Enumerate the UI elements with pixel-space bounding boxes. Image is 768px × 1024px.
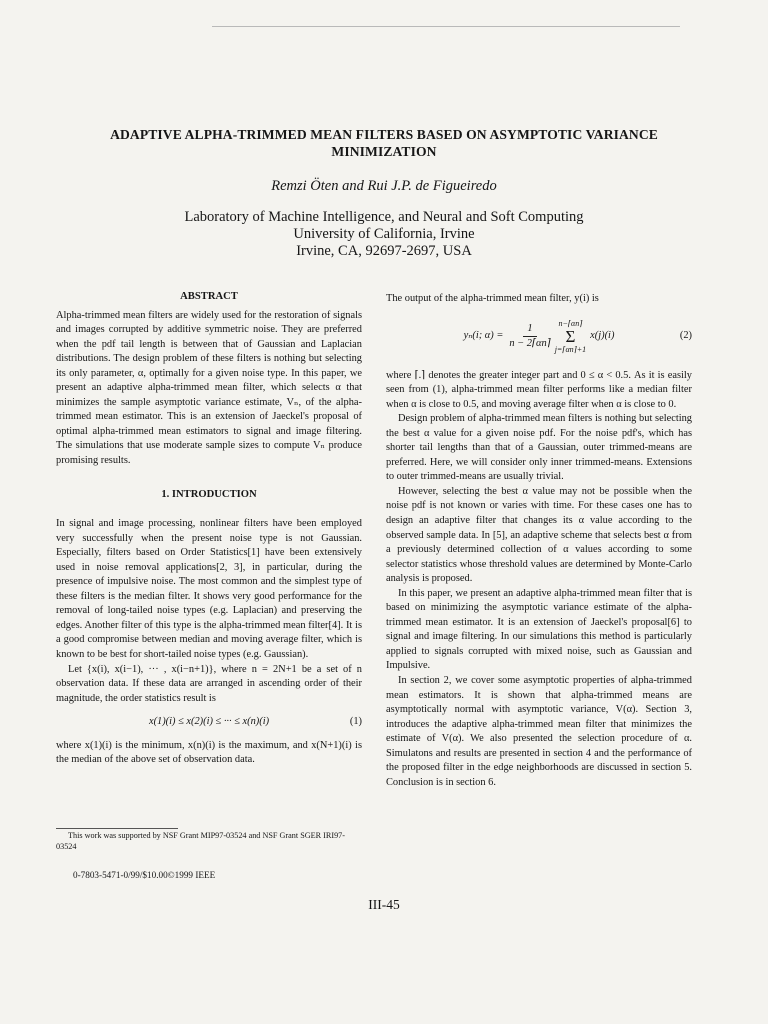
right-paragraph-4: In this paper, we present an adaptive alpha-trimmed mean filter that is based on minimizing the asymptotic variance estimate of the alpha-trimmed mean estimator. It is an extension of Jaeckel's proposal[6] to signal and image filtering. In our simulations this method is particularly applied to signals corrupted with mixed noise, such as Gaussian and Impulsive. [386,587,692,672]
isbn-line: 0-7803-5471-0/99/$10.00©1999 IEEE [73,870,216,880]
equation-2-fraction [509,322,550,352]
equation-2-numerator: 1 [523,322,536,338]
summation-sign: Σ [565,327,576,347]
right-paragraph-1: where ⌈.⌉ denotes the greater integer part and 0 ≤ α < 0.5. As it is easily seen from (1), alpha-trimmed mean filter performs like a median filter when α is close to 0.5, and moving average filter when α is close to 0. [386,369,692,410]
abstract-text: Alpha-trimmed mean filters are widely used for the restoration of signals and images corrupted by additive symmetric noise. They are preferred when the pdf tail length is between that of Gaussian and Laplacian distributions. The design problem of these filters is nothing but selecting its only parameter, α, optimally for a given noise type. In this paper, we present an adaptive alpha-trimmed mean filter, which selects α that minimizes the sample asymptotic variance estimate, Vₙ, of the alpha-trimmed mean estimator. This is an extension of Jaeckel's proposal of optimal alpha-trimmed mean estimators to signal and image filtering. The simulations that use moderate sample sizes to compute Vₙ produce promising results. [56,309,362,467]
paper-title: ADAPTIVE ALPHA-TRIMMED MEAN FILTERS BASED ON ASYMPTOTIC VARIANCE MINIMIZATION [110,127,658,159]
affiliation-university: University of California, Irvine [293,226,475,242]
right-paragraph-3: However, selecting the best α value may not be possible when the noise pdf is not known or varies with time. For these cases one has to design an adaptive filter that changes its α value according to the observed sample data. In [5], an adaptive scheme that selects best α from a previously determined collection of α values according to some selector statistics whose threshold values are determined by Monte-Carlo analysis is proposed. [386,485,692,585]
right-column [386,292,692,790]
affiliation-lab: Laboratory of Machine Intelligence, and Neural and Soft Computing [184,209,584,225]
equation-2-term: x(j)(i) [590,330,615,342]
intro-paragraph-1: In signal and image processing, nonlinear filters have been employed very successfully when the present noise type is not Gaussian. Especially, filters based on Order Statistics[1] have been extensively used in noise removal applications[2, 3], in particular, during the presence of impulsive noise. The most common and the simplest type of these filters is the median filter. It shows very good performance for the removal of long-tailed noise types (e.g. Laplacian) and preserving the edges. Another filter of this type is the alpha-trimmed mean filter[4]. It is a good compromise between median and moving average filter, which is known to be best for short-tailed noise types (e.g. Gaussian). [56,518,362,661]
top-rule [212,26,680,27]
equation-2-sum-lower: j=⌈αn⌉+1 [554,345,587,355]
equation-1 [56,715,362,730]
page-number: III-45 [368,897,400,912]
affiliation-address: Irvine, CA, 92697-2697, USA [296,243,472,259]
equation-1-body: x(1)(i) ≤ x(2)(i) ≤ ··· ≤ x(n)(i) [148,716,270,728]
footnote-rule [56,828,178,829]
equation-2-denominator: n − 2⌈αn⌉ [509,338,551,350]
abstract-heading: ABSTRACT [180,291,238,302]
authors: Remzi Öten and Rui J.P. de Figueiredo [271,178,497,194]
affiliation [60,209,708,260]
equation-2-sum-upper: n−⌈αn⌉ [558,319,583,329]
equation-1-number: (1) [349,716,362,728]
equation-2 [386,315,692,359]
equation-2-summation [555,319,586,354]
right-paragraph-5: In section 2, we cover some asymptotic properties of alpha-trimmed mean estimators. It is shown that alpha-trimmed means are asymptotically normal with asymptotic variance, V(α). Section 3, introduces the adaptive alpha-trimmed mean filter that minimizes the estimate of V(α). We also presented the selection procedure of α. Simulatons and results are presented in section 4 and the performance of the proposed filter in the edge neighborhoods are discussed in section 5. Conclusion is in section 6. [386,675,692,788]
left-column [56,290,362,768]
equation-2-number: (2) [679,329,692,341]
footnote: This work was supported by NSF Grant MIP97-03524 and NSF Grant SGER IRI97-03524 [56,831,345,851]
intro-paragraph-2: Let {x(i), x(i−1), ··· , x(i−n+1)}, where n = 2N+1 be a set of n observation data. If these data are arranged in ascending order of their magnitude, the order statistics result is [56,663,362,704]
equation-2-lhs: yₙ(i; α) = [463,330,504,342]
intro-heading: 1. INTRODUCTION [161,488,257,500]
right-paragraph-2: Design problem of alpha-trimmed mean filters is nothing but selecting the best α value for a given noise pdf. For the noise pdf's, which has shorter tail lengths than that of a Gaussian, outer trimmed-means are preferred. Here, we will consider only inner trimmed-means. Extensions to outer trimmed-means are usually trivial. [386,413,692,483]
right-paragraph-0: The output of the alpha-trimmed mean filter, y(i) is [386,293,599,304]
intro-paragraph-3: where x(1)(i) is the minimum, x(n)(i) is the maximum, and x(N+1)(i) is the median of the above set of observation data. [56,739,362,766]
